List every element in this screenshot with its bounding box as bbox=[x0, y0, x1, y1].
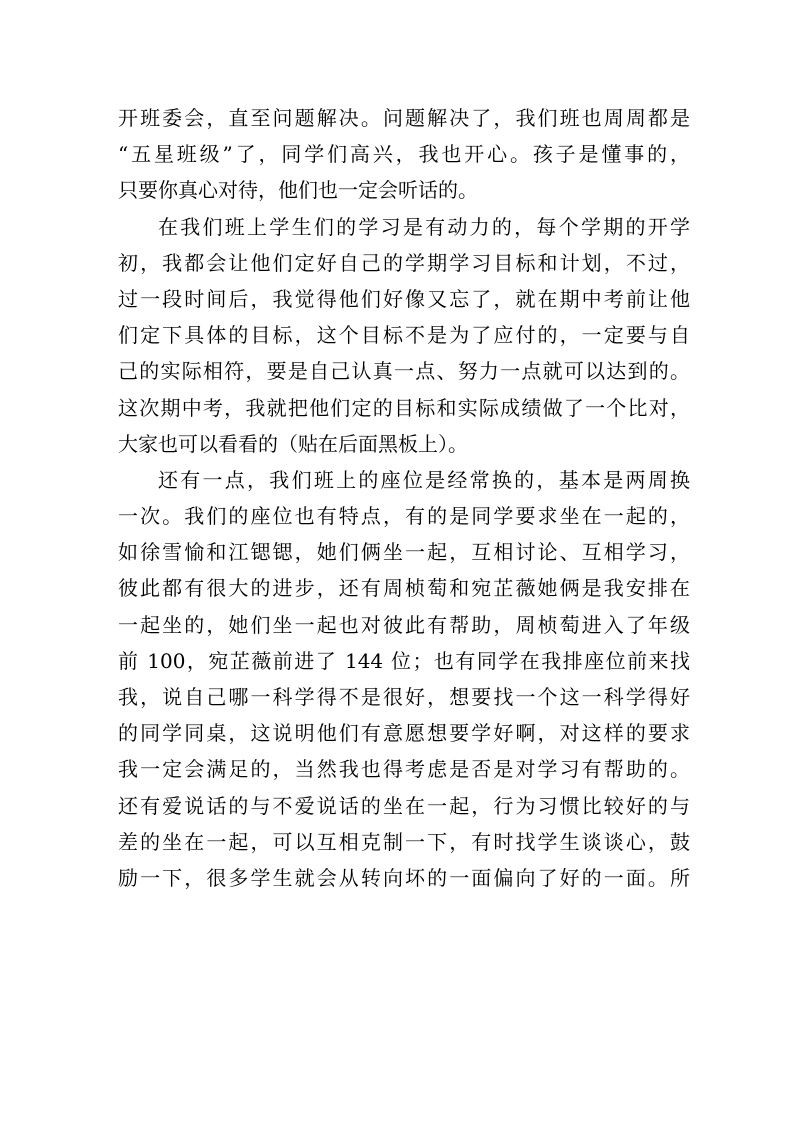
text-line: 这次期中考，我就把他们定的目标和实际成绩做了一个比对， bbox=[118, 395, 690, 420]
text-line: 如徐雪愉和江锶锶，她们俩坐一起，互相讨论、互相学习， bbox=[118, 540, 690, 565]
text-line: 彼此都有很大的进步，还有周桢萄和宛芷薇她俩是我安排在 bbox=[118, 576, 690, 601]
text-line: 的同学同桌，这说明他们有意愿想要学好啊，对这样的要求 bbox=[118, 721, 690, 746]
text-line: 大家也可以看看的（贴在后面黑板上）。 bbox=[118, 431, 468, 456]
text-line: “五星班级”了，同学们高兴，我也开心。孩子是懂事的， bbox=[118, 142, 690, 167]
text-line: 开班委会，直至问题解决。问题解决了，我们班也周周都是 bbox=[118, 106, 690, 130]
paragraph bbox=[118, 209, 690, 462]
text-line: 在我们班上学生们的学习是有动力的，每个学期的开学 bbox=[158, 214, 690, 239]
paragraph bbox=[118, 462, 690, 896]
text-line: 一起坐的，她们坐一起也对彼此有帮助，周桢萄进入了年级 bbox=[118, 612, 690, 637]
text-line: 励一下，很多学生就会从转向坏的一面偏向了好的一面。所 bbox=[118, 865, 690, 890]
document-body bbox=[118, 100, 690, 896]
text-line: 一次。我们的座位也有特点，有的是同学要求坐在一起的， bbox=[118, 504, 690, 529]
text-line: 还有爱说话的与不爱说话的坐在一起，行为习惯比较好的与 bbox=[118, 793, 690, 818]
text-line: 只要你真心对待，他们也一定会听话的。 bbox=[118, 178, 478, 203]
text-line: 初，我都会让他们定好自己的学期学习目标和计划，不过， bbox=[118, 250, 690, 275]
text-line: 己的实际相符，要是自己认真一点、努力一点就可以达到的。 bbox=[118, 359, 690, 384]
text-line: 我，说自己哪一科学得不是很好，想要找一个这一科学得好 bbox=[118, 685, 690, 709]
text-line: 们定下具体的目标，这个目标不是为了应付的，一定要与自 bbox=[118, 323, 690, 348]
text-line: 还有一点，我们班上的座位是经常换的，基本是两周换 bbox=[158, 467, 690, 492]
text-line: 差的坐在一起，可以互相克制一下，有时找学生谈谈心，鼓 bbox=[118, 829, 690, 854]
paragraph bbox=[118, 100, 690, 209]
text-line: 前 100，宛芷薇前进了 144 位；也有同学在我排座位前来找 bbox=[118, 648, 690, 673]
text-line: 我一定会满足的，当然我也得考虑是否是对学习有帮助的。 bbox=[118, 757, 690, 782]
text-line: 过一段时间后，我觉得他们好像又忘了，就在期中考前让他 bbox=[118, 286, 690, 311]
